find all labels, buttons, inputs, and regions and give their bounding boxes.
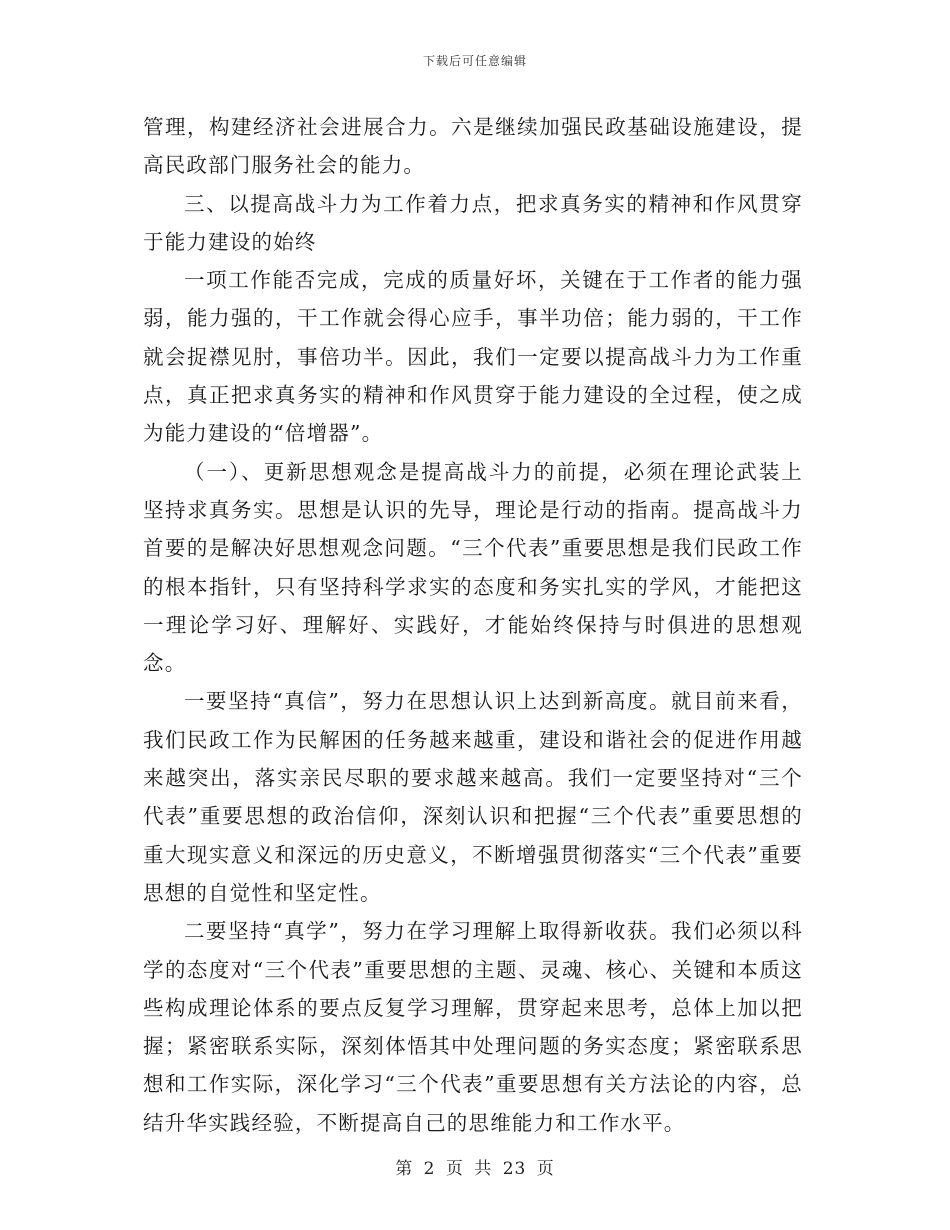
header-note: 下载后可任意编辑 — [422, 54, 527, 68]
paragraph: 二要坚持“真学”，努力在学习理解上取得新收获。我们必须以科学的态度对“三个代表”重要思想的主题、灵魂、核心、关键和本质这些构成理论体系的要点反复学习理解，贯穿起来思考，总体上加以把握；紧密联系实际，深刻体悟其中处理问题的务实态度；紧密联系思想和工作实际，深化学习“三个代表”重要思想有关方法论的内容，总结升华实践经验，不断提高自己的思维能力和工作水平。 — [143, 919, 803, 1135]
paragraph: 一项工作能否完成，完成的质量好坏，关键在于工作者的能力强弱，能力强的，干工作就会得心应手，事半功倍；能力弱的，干工作就会捉襟见肘，事倍功半。因此，我们一定要以提高战斗力为工作重点，真正把求真务实的精神和作风贯穿于能力建设的全过程，使之成为能力建设的“倍增器”。 — [143, 268, 803, 446]
paragraph: 一要坚持“真信”，努力在思想认识上达到新高度。就目前来看，我们民政工作为民解困的任务越来越重，建设和谐社会的促进作用越来越突出，落实亲民尽职的要求越来越高。我们一定要坚持对“三个代表”重要思想的政治信仰，深刻认识和把握“三个代表”重要思想的重大现实意义和深远的历史意义，不断增强贯彻落实“三个代表”重要思想的自觉性和坚定性。 — [143, 689, 803, 905]
subsection-paragraph: （一）、更新思想观念是提高战斗力的前提，必须在理论武装上坚持求真务实。思想是认识的先导，理论是行动的指南。提高战斗力首要的是解决好思想观念问题。“三个代表”重要思想是我们民政工作的根本指针，只有坚持科学求实的态度和务实扎实的学风，才能把这一理论学习好、理解好、实践好，才能始终保持与时俱进的思想观念。 — [143, 459, 803, 676]
document-body — [143, 108, 803, 1142]
page-number: 第 2 页 共 23 页 — [395, 1159, 555, 1179]
section-heading: 三、以提高战斗力为工作着力点，把求真务实的精神和作风贯穿于能力建设的始终 — [143, 191, 803, 254]
paragraph-continuation: 管理，构建经济社会进展合力。六是继续加强民政基础设施建设，提高民政部门服务社会的能力。 — [143, 115, 803, 178]
